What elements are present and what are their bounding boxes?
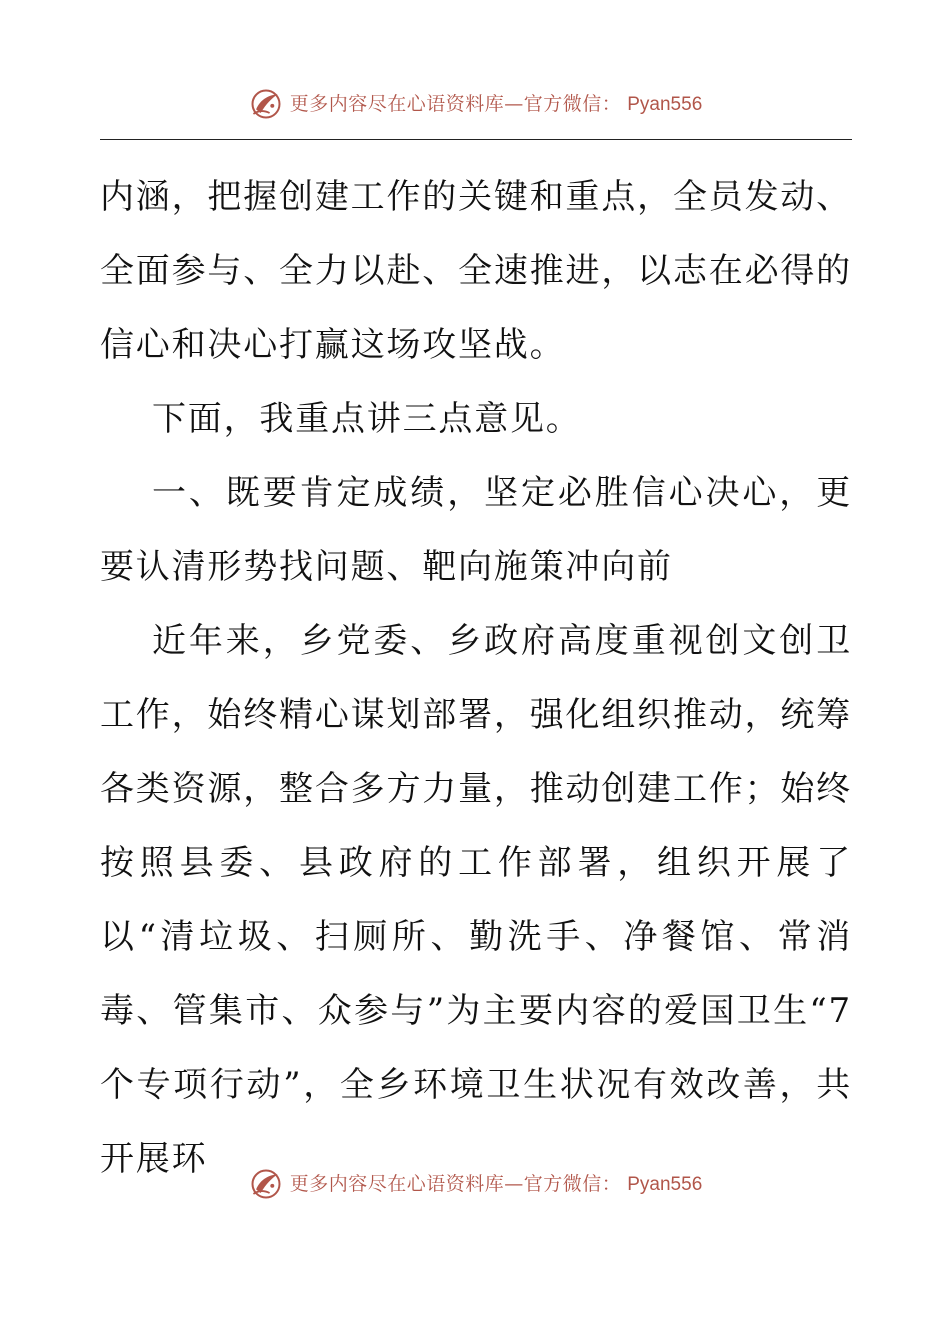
watermark-text: 更多内容尽在心语资料库—官方微信： [289,92,622,115]
section-heading-1: 一、既要肯定成绩，坚定必胜信心决心，更要认清形势找问题、靶向施策冲向前 [100,473,852,587]
paragraph-continuation: 内涵，把握创建工作的关键和重点，全员发动、全面参与、全力以赴、全速推进，以志在必得的信心和决心打赢这场攻坚战。 [100,177,852,365]
paragraph-intro: 下面，我重点讲三点意见。 [152,399,582,439]
watermark-text: 更多内容尽在心语资料库—官方微信： [289,1172,622,1195]
paragraph-achievements: 近年来，乡党委、乡政府高度重视创文创卫工作，始终精心谋划部署，强化组织推动，统筹各类资源，整合多方力量，推动创建工作；始终按照县委、县政府的工作部署，组织开展了以“清垃圾、扫厕所、勤洗手、净餐馆、常消毒、管集市、众参与”为主要内容的爱国卫生“7个专项行动”，全乡环境卫生状况有效改善，共开展环 [100,621,852,1179]
watermark-wechat-id: Pyan556 [627,93,703,115]
watermark-wechat-id: Pyan556 [627,1173,703,1195]
header-divider [100,139,852,140]
document-body [100,160,852,1196]
brush-swirl-logo-icon [248,86,284,122]
footer-watermark [0,1164,950,1204]
brush-swirl-logo-icon [248,1166,284,1202]
header-watermark [0,84,950,124]
